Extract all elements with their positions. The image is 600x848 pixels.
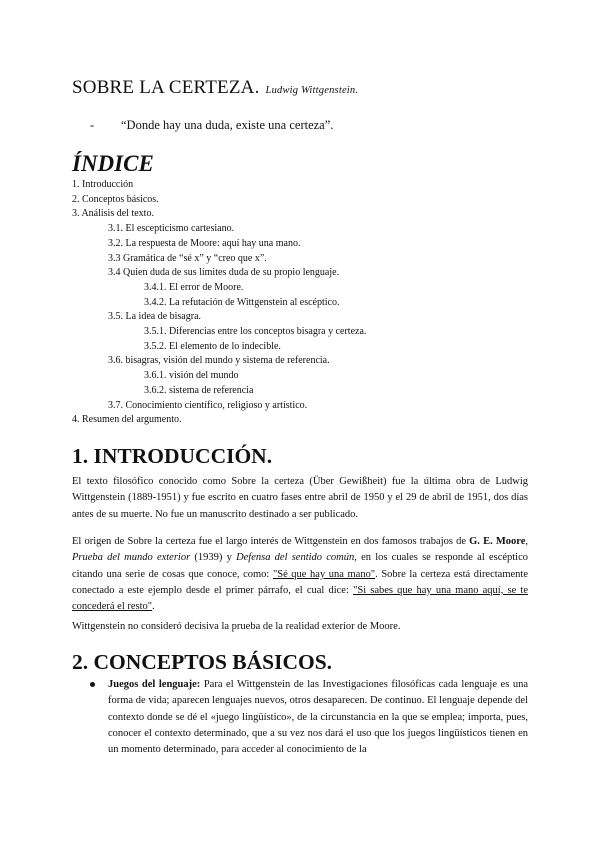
quote-se-que-hay-una-mano: "Sé que hay una mano" (272, 568, 376, 580)
toc-item: 3.7. Conocimiento científico, religioso y artístico. (108, 399, 308, 411)
intro-p2-text-6: . (152, 601, 155, 613)
toc-item: 3.6.1. visión del mundo (144, 370, 239, 382)
quote-si-sabes: "Si sabes que hay una mano aquí, se te concederá el resto" (72, 584, 529, 613)
epigraph (90, 118, 333, 133)
intro-p2-text-5: . Sobre la certeza está directamente conectado a este ejemplo desde el primer párrafo, el cual dice: (72, 568, 528, 596)
toc-item: 3.1. El escepticismo cartesiano. (108, 223, 235, 235)
toc-item: 2. Conceptos básicos. (72, 193, 159, 205)
intro-paragraph-3: Wittgenstein no consideró decisiva la prueba de la realidad exterior de Moore. (72, 621, 401, 632)
work-title-1: Prueba del mundo exterior (72, 552, 191, 564)
section-heading-conceptos: 2. CONCEPTOS BÁSICOS. (72, 650, 333, 674)
intro-paragraph-2 (72, 534, 528, 615)
toc-item: 3.6.2. sistema de referencia (144, 384, 254, 396)
toc-item: 3.4 Quien duda de sus límites duda de su propio lenguaje. (108, 267, 340, 279)
work-title-2: Defensa del sentido común (236, 552, 355, 564)
index-heading: ÍNDICE (72, 151, 154, 176)
bullet-icon (90, 682, 95, 687)
toc-item: 3.5.1. Diferencias entre los conceptos bisagra y certeza. (144, 326, 367, 338)
bullet-description: Para el Wittgenstein de las Investigaciones filosóficas cada lenguaje es una forma de vida; aparecen lenguajes nuevos, otros desaparecen. De continuo. El lenguaje depende del contexto donde se dé el «juego lingüístico», de la circunstancia en la que se emplea; importa, pues, conocer el contexto determinado, que a su vez nos dará el uso que los juegos lingüísticos tienen en un momento determinado, para acceder al conocimiento de la (108, 679, 528, 756)
toc-item: 3.3 Gramática de “sé x” y “creo que x”. (108, 252, 267, 264)
toc-item: 3.2. La respuesta de Moore: aquí hay una mano. (108, 237, 301, 249)
document-title (72, 77, 358, 99)
intro-p2-text-2: , (525, 536, 529, 547)
toc-item: 3.4.1. El error de Moore. (144, 281, 244, 293)
epigraph-text: “Donde hay una duda, existe una certeza”. (121, 118, 334, 132)
table-of-contents (72, 178, 366, 428)
toc-item: 3.6. bisagras, visión del mundo y sistema de referencia. (108, 355, 330, 367)
toc-item: 4. Resumen del argumento. (72, 414, 182, 426)
section-heading-introduccion: 1. INTRODUCCIÓN. (72, 444, 273, 468)
toc-item: 3. Análisis del texto. (72, 208, 154, 220)
bullet-text (108, 677, 528, 758)
epigraph-dash: - (90, 118, 95, 132)
moore-name: G. E. Moore (469, 536, 526, 547)
bullet-term: Juegos del lenguaje: (108, 679, 201, 690)
title-author: Ludwig Wittgenstein. (265, 85, 359, 96)
intro-p2-text-3: (1939) y (190, 552, 237, 564)
toc-item: 3.5. La idea de bisagra. (108, 311, 202, 323)
intro-p2-text-4: , en los cuales se responde al escéptico citando una serie de cosas que conoce, como: (72, 552, 529, 580)
title-main: SOBRE LA CERTEZA. (72, 77, 260, 98)
intro-p2-text-1: El origen de Sobre la certeza fue el largo interés de Wittgenstein en dos famosos trabajos de (72, 536, 470, 547)
toc-item: 3.5.2. El elemento de lo indecible. (144, 340, 281, 352)
toc-item: 1. Introducción (72, 179, 134, 190)
intro-paragraph-1: El texto filosófico conocido como Sobre la certeza (Über Gewißheit) fue la última obra de Ludwig Wittgenstein (1889-1951) y fue escrito en cuatro fases entre abril de 1950 y el 29 de abril de 1951, dos días antes de su muerte. No fue un manuscrito destinado a ser publicado. (72, 476, 528, 520)
toc-item: 3.4.2. La refutación de Wittgenstein al escéptico. (144, 296, 340, 308)
